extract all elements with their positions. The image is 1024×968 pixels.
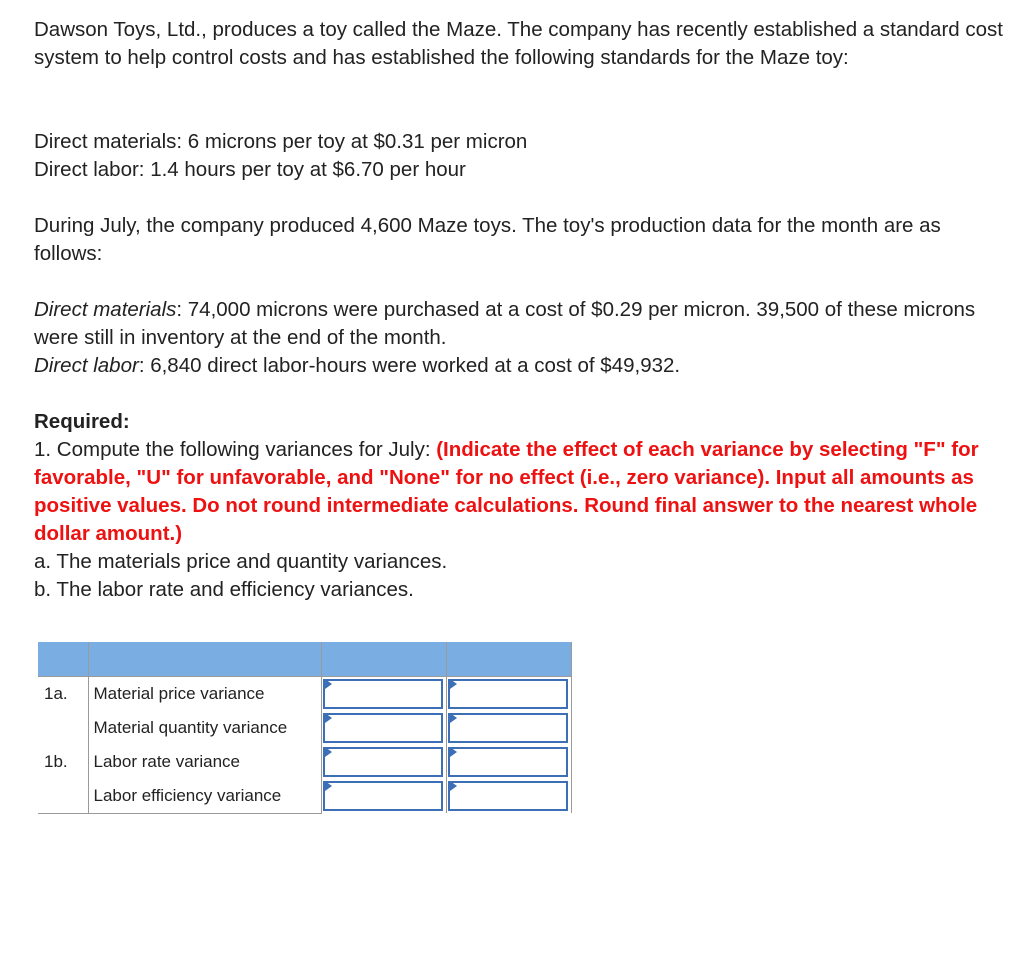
- variance-answer-table: [38, 642, 572, 814]
- row-number: 1b.: [38, 745, 88, 779]
- input-flag-icon: [325, 713, 332, 723]
- amount-cell: [321, 677, 446, 712]
- standard-labor: Direct labor: 1.4 hours per toy at $6.70 per hour: [34, 158, 466, 181]
- effect-cell: [446, 711, 571, 745]
- table-row: [38, 779, 571, 813]
- material-price-effect-select[interactable]: [448, 679, 568, 709]
- question-1-text: 1. Compute the following variances for July:: [34, 438, 437, 461]
- table-row: [38, 745, 571, 779]
- standard-materials: Direct materials: 6 microns per toy at $0.31 per micron: [34, 130, 528, 153]
- problem-intro: [34, 16, 1009, 72]
- standards-list: [34, 128, 1009, 184]
- part-b: b. The labor rate and efficiency variances.: [34, 578, 414, 601]
- header-cell-amount: [321, 642, 446, 677]
- amount-cell: [321, 711, 446, 745]
- actual-materials-label: Direct materials: [34, 298, 177, 321]
- labor-rate-amount-input[interactable]: [323, 747, 443, 777]
- actual-materials: [34, 296, 1009, 352]
- amount-cell: [321, 779, 446, 813]
- input-flag-icon: [325, 747, 332, 757]
- input-flag-icon: [325, 781, 332, 791]
- effect-cell: [446, 677, 571, 712]
- required-section: [34, 408, 1009, 604]
- header-cell-effect: [446, 642, 571, 677]
- actual-labor-text: : 6,840 direct labor-hours were worked at a cost of $49,932.: [138, 354, 681, 377]
- required-heading: Required:: [34, 410, 130, 433]
- labor-rate-effect-select[interactable]: [448, 747, 568, 777]
- actual-materials-text: : 74,000 microns were purchased at a cost of $0.29 per micron. 39,500 of these microns were still in inventory at the end of the month.: [34, 298, 976, 349]
- production-paragraph: [34, 212, 1009, 268]
- part-a: a. The materials price and quantity variances.: [34, 550, 448, 573]
- actual-data: [34, 296, 1009, 380]
- table-header-row: [38, 642, 571, 677]
- input-flag-icon: [450, 679, 457, 689]
- labor-efficiency-effect-select[interactable]: [448, 781, 568, 811]
- table-row: [38, 677, 571, 712]
- row-number: [38, 779, 88, 813]
- material-quantity-effect-select[interactable]: [448, 713, 568, 743]
- row-number: 1a.: [38, 677, 88, 712]
- header-cell-label: [88, 642, 321, 677]
- question-1: [34, 436, 1009, 548]
- row-label: Labor rate variance: [88, 745, 321, 779]
- input-flag-icon: [325, 679, 332, 689]
- input-flag-icon: [450, 747, 457, 757]
- production-text: During July, the company produced 4,600 Maze toys. The toy's production data for the month are as follows:: [34, 214, 941, 265]
- input-flag-icon: [450, 713, 457, 723]
- effect-cell: [446, 745, 571, 779]
- effect-cell: [446, 779, 571, 813]
- material-quantity-amount-input[interactable]: [323, 713, 443, 743]
- material-price-amount-input[interactable]: [323, 679, 443, 709]
- row-label: Material quantity variance: [88, 711, 321, 745]
- actual-labor: [34, 352, 1009, 380]
- input-flag-icon: [450, 781, 457, 791]
- table-row: [38, 711, 571, 745]
- intro-text: Dawson Toys, Ltd., produces a toy called the Maze. The company has recently established a standard cost system to help control costs and has established the following standards for the Maze toy:: [34, 18, 1003, 69]
- amount-cell: [321, 745, 446, 779]
- header-cell-num: [38, 642, 88, 677]
- row-label: Material price variance: [88, 677, 321, 712]
- instructions-text: (Indicate the effect of each variance by selecting "F" for favorable, "U" for unfavorable, and "None" for no effect (i.e., zero variance). Input all amounts as positive values. Do not round intermediate calculations. Round final answer to the nearest whole dollar amount.): [34, 438, 979, 545]
- actual-labor-label: Direct labor: [34, 354, 139, 377]
- row-label: Labor efficiency variance: [88, 779, 321, 813]
- row-number: [38, 711, 88, 745]
- labor-efficiency-amount-input[interactable]: [323, 781, 443, 811]
